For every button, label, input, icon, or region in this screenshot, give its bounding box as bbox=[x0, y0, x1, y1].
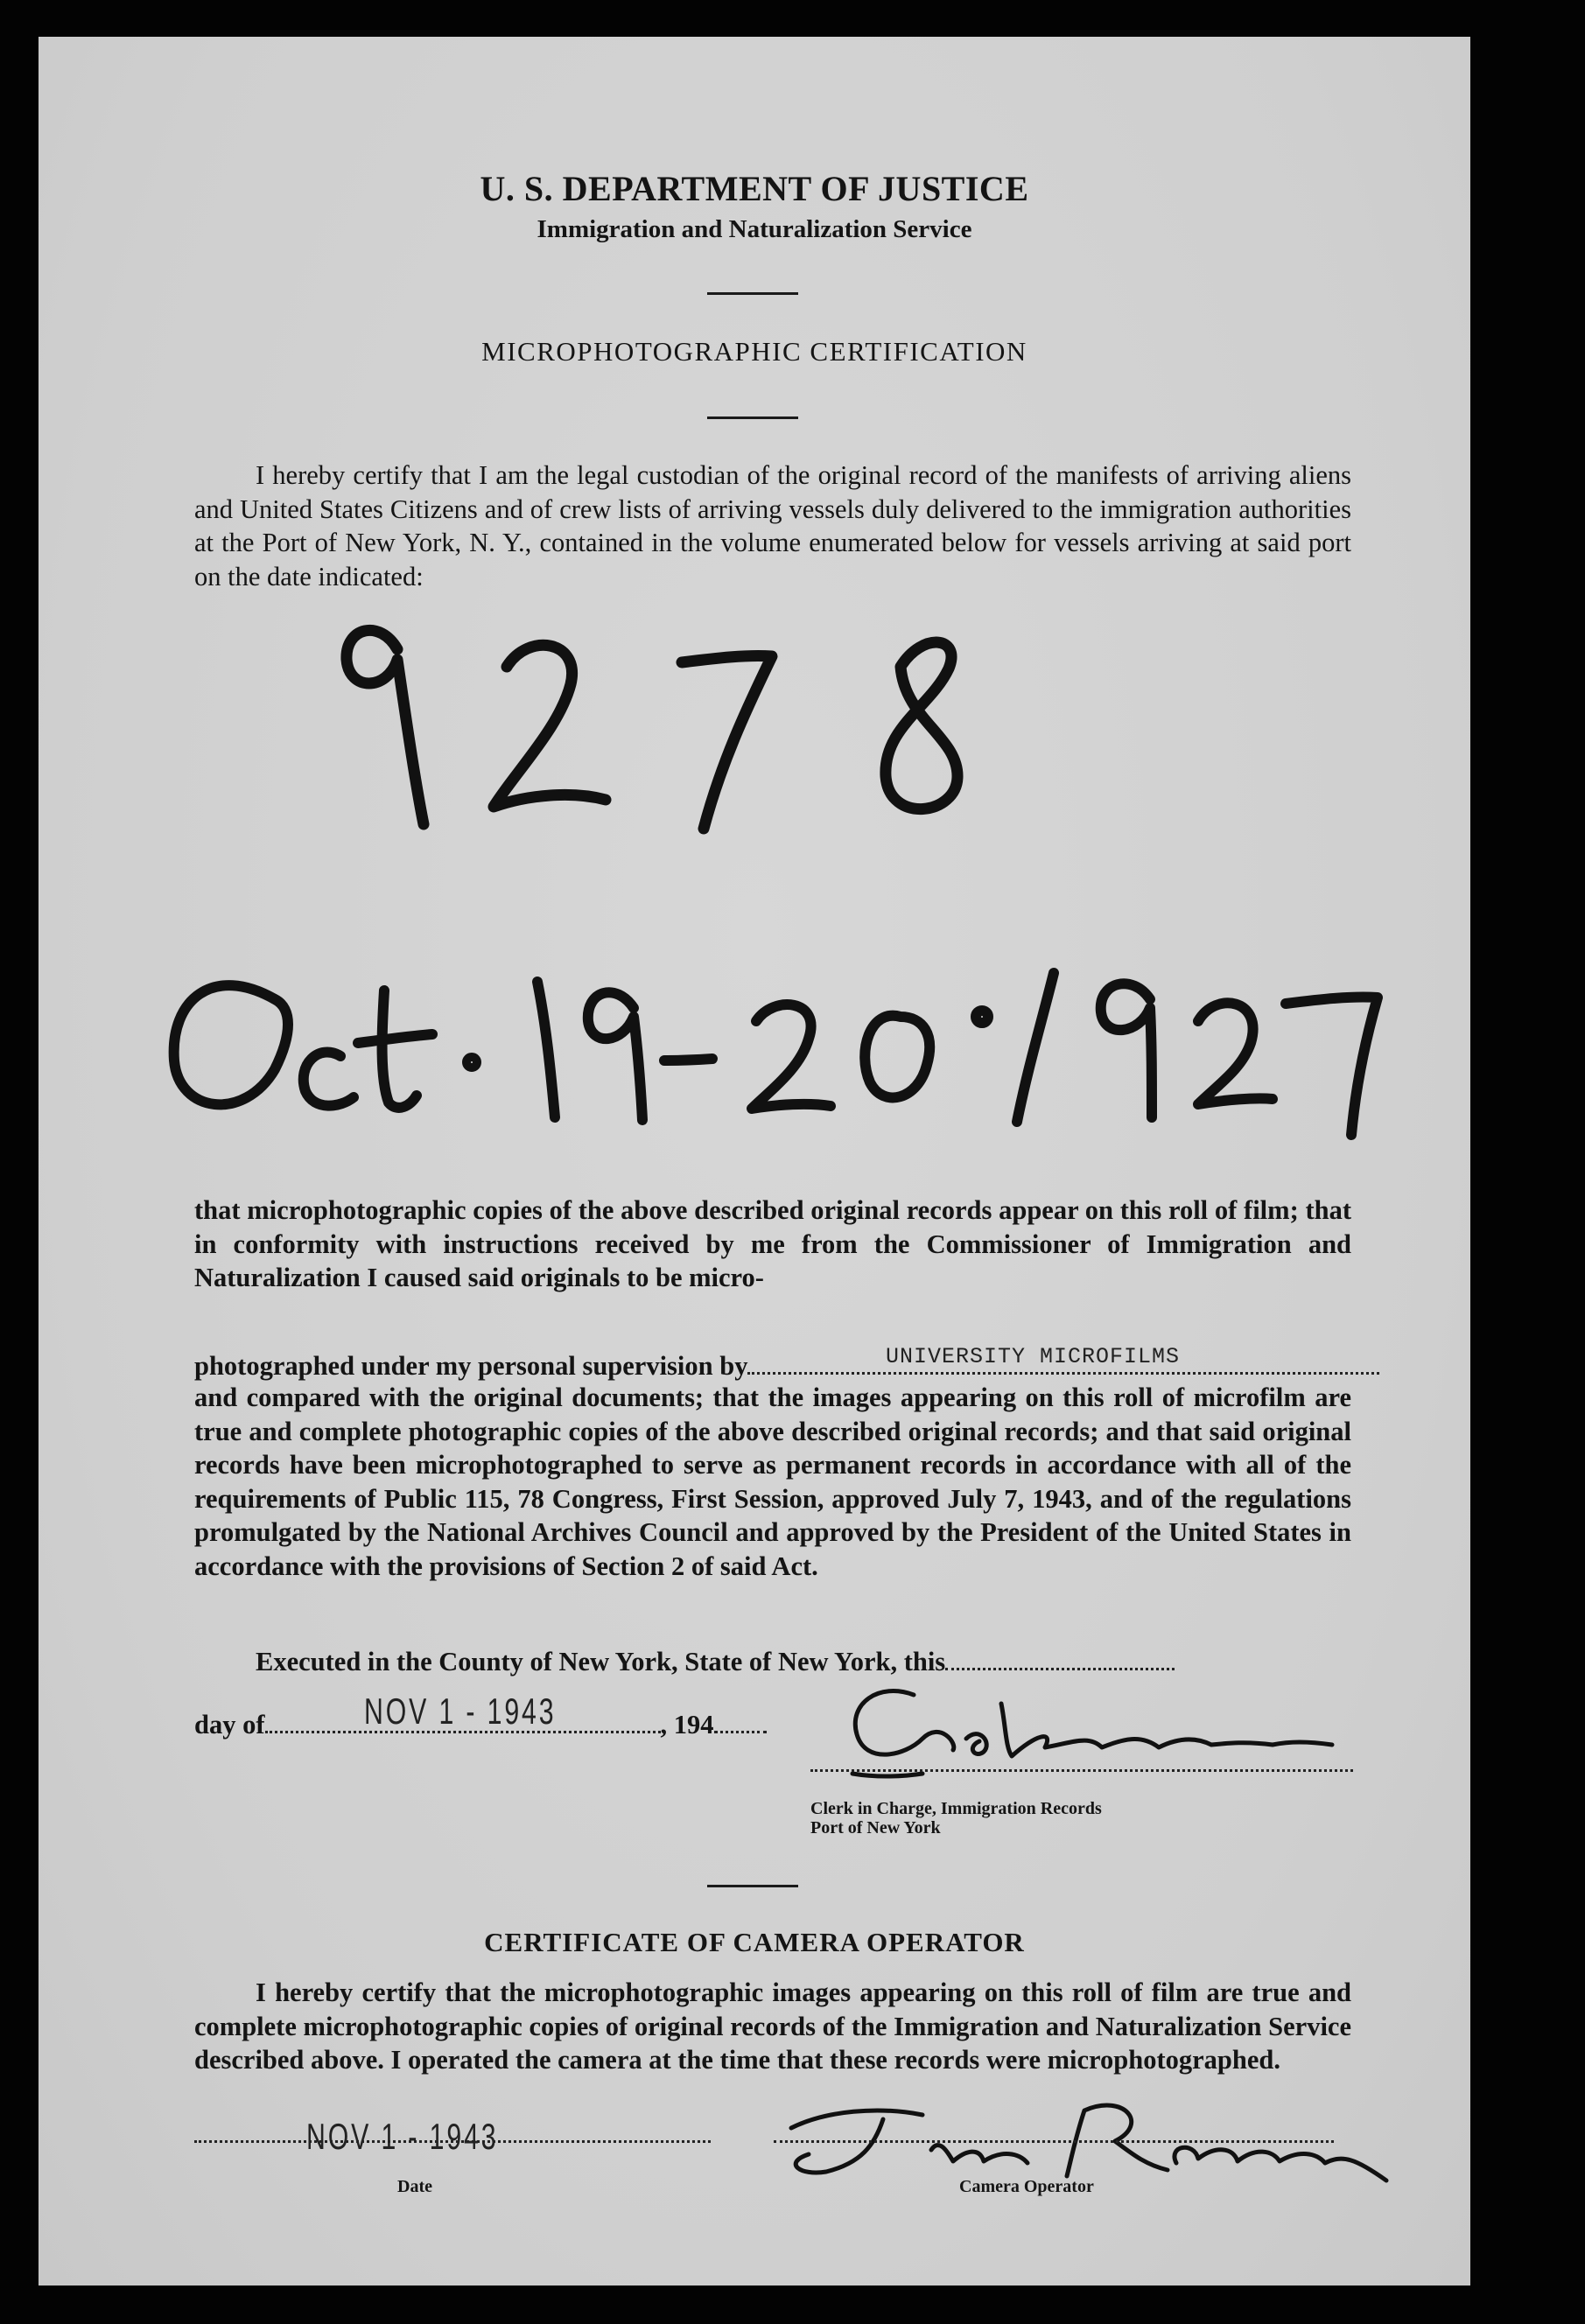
date-stamp: NOV 1 - 1943 bbox=[364, 1690, 557, 1732]
operator-date-stamp: NOV 1 - 1943 bbox=[306, 2116, 499, 2157]
operator-signature-svg bbox=[39, 37, 1470, 2286]
form-title: MICROPHOTOGRAPHIC CERTIFICATION bbox=[481, 336, 1027, 367]
signer-place: Port of New York bbox=[810, 1818, 941, 1838]
certification-body-before: that microphotographic copies of the above described original records appear on this roll of film; that in conformity with instructions received by me from the Commissioner of Immigration and Naturalization I caused said originals to be micro- bbox=[194, 1195, 1351, 1292]
signer-title: Clerk in Charge, Immigration Records bbox=[810, 1799, 1102, 1818]
day-of-label: day of bbox=[194, 1710, 265, 1740]
camera-operator-text: I hereby certify that the microphotographic images appearing on this roll of film are true and complete microphotographic copies of original records of the Immigration and Naturalization Service described above. I operated the camera at the time that these records were microphotographed. bbox=[194, 1978, 1351, 2075]
department-heading: U. S. DEPARTMENT OF JUSTICE bbox=[480, 169, 1029, 208]
supervision-prefix: photographed under my personal supervision by bbox=[194, 1351, 748, 1381]
certificate-page bbox=[39, 37, 1470, 2286]
camera-operator-title: CERTIFICATE OF CAMERA OPERATOR bbox=[484, 1927, 1025, 1957]
certification-body-after: and compared with the original documents; that the images appearing on this roll of microfilm are true and complete photographic copies of the above described original records; and that said original records have been microphotographed to serve as permanent records in accordance with all of the requirements of Public 115, 78 Congress, First Session, approved July 7, 1943, and of the regulations promulgated by the National Archives Council and approved by the President of the United States in accordance with the provisions of Section 2 of said Act. bbox=[194, 1382, 1351, 1581]
date-label: Date bbox=[397, 2177, 432, 2196]
executed-text: Executed in the County of New York, State of New York, this bbox=[256, 1647, 946, 1676]
year-suffix: , 194 bbox=[660, 1710, 714, 1740]
operator-signature-line bbox=[774, 2140, 1334, 2143]
certification-intro: I hereby certify that I am the legal custodian of the original record of the manifests of arriving aliens and United States Citizens and of crew lists of arriving vessels duly delivered to the immigration authorities at the Port of New York, N. Y., contained in the volume enumerated below for vessels arriving at said port on the date indicated: bbox=[194, 460, 1351, 592]
microfilmer-name: UNIVERSITY MICROFILMS bbox=[886, 1344, 1181, 1369]
operator-label: Camera Operator bbox=[959, 2177, 1094, 2196]
service-subheading: Immigration and Naturalization Service bbox=[537, 215, 972, 243]
